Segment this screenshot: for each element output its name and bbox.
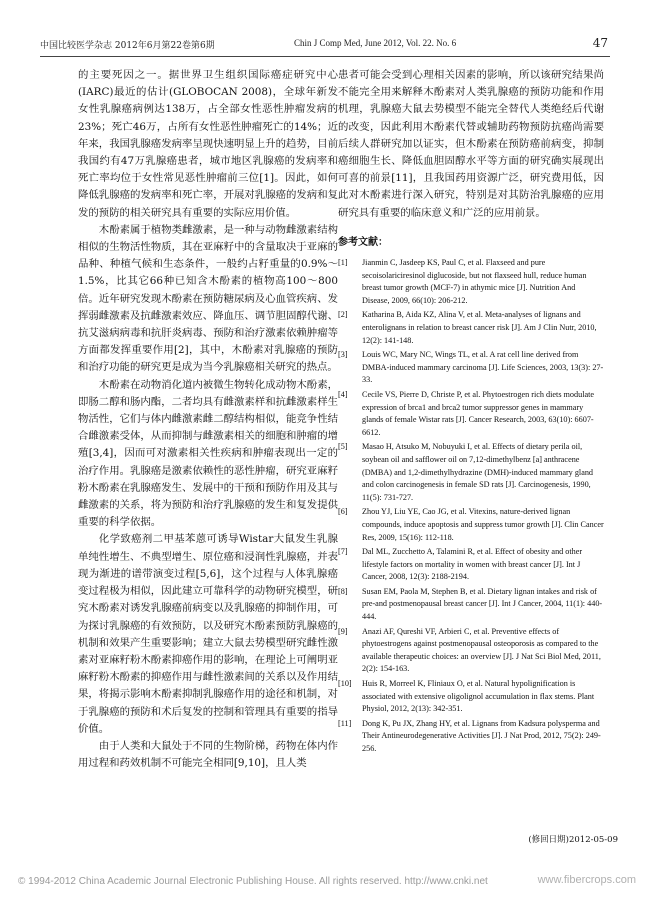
reference-item xyxy=(338,257,604,307)
reference-number: [11] xyxy=(338,718,352,728)
reference-text: Cecile VS, Pierre D, Christe P, et al. Phytoestrogen rich diets modulate expression of brca1 and brca2 tumor suppressor genes in mammary glands of female Wistar rats [J]. Cancer Research, 2003, 63(10): 6607-6612. xyxy=(362,389,595,437)
reference-item xyxy=(338,626,604,676)
reference-item xyxy=(338,309,604,347)
body-paragraph: 木酚素在动物消化道内被微生物转化成动物木酚素，即肠二醇和肠内酯，二者均具有雌激素样和抗雌激素样生物活性，它们与体内雌激素雌二醇结构相似，能竞争性结合雌激素受体，从而抑制与雌激素相关的细胞和肿瘤的增殖[3,4]，因而可对激素相关性疾病和肿瘤表现出一定的治疗作用。乳腺癌是激素依赖性的恶性肿瘤，研究亚麻籽粉木酚素在乳腺癌发生、发展中的干预和预防作用及其与雌激素的关系，将为预防和治疗乳腺癌的发生和复发提供重要的科学依据。 xyxy=(78,378,338,529)
reference-item xyxy=(338,506,604,544)
reference-item xyxy=(338,389,604,439)
reference-text: Jianmin C, Jasdeep KS, Paul C, et al. Flaxseed and pure secoisolariciresinol diglucoside, but not flaxseed hull, reduce human breast tumor growth (MCF-7) in athymic mice [J]. Nutrition And Disease, 2009, 66(10): 206-212. xyxy=(362,258,587,305)
running-header xyxy=(28,36,620,52)
reference-text: Dal ML, Zucchetto A, Talamini R, et al. Effect of obesity and other lifestyle factors on mortality in women with breast cancer [J]. Int J Cancer, 2008, 12(3): 2188-2194. xyxy=(362,547,583,582)
page-number: 47 xyxy=(592,36,608,50)
body-paragraph: 木酚素属于植物类雌激素，是一种与动物雌激素结构相似的生物活性物质，其在亚麻籽中的含量取决于亚麻的品种、种植气候和生态条件，一般约占籽重量的0.9%～1.5%，比其它66种已知含木酚素的植物高100～800倍。近年研究发现木酚素在预防糖尿病及心血管疾病、发挥弱雌激素及抗雌激素效应、降血压、调节胆固醇代谢、抗艾滋病病毒和抗肝炎病毒、预防和治疗激素依赖肿瘤等方面都发挥重要作用[2]，其中，木酚素对乳腺癌的预防和治疗功能的研究更是成为当今乳腺癌相关研究的热点。 xyxy=(78,223,338,374)
reference-text: Louis WC, Mary NC, Wings TL, et al. A rat cell line derived from DMBA-induced mammary carcinoma [J]. Life Sciences, 2003, 13(3): 27-33. xyxy=(362,350,604,385)
reference-number: [1] xyxy=(338,258,348,268)
references-heading: 参考文献： xyxy=(338,236,388,248)
journal-citation: Chin J Comp Med, June 2012, Vol. 22. No. 6 xyxy=(294,38,457,48)
reference-number: [5] xyxy=(338,442,348,452)
journal-name: 中国比较医学杂志 2012年6月第22卷第6期 xyxy=(40,41,215,51)
reference-item xyxy=(338,678,604,716)
reference-text: Masao H, Atsuko M, Nobuyuki I, et al. Effects of dietary perila oil, soybean oil and safflower oil on 7,12-dimethylbenz [a] anthracene (DMBA) and 1,2-dimethylhydrazine (DMH)-induced mammary gland and colon carcinogenesis in female SD rats [J]. Carcinogenesis, 1990, 11(5): 731-727. xyxy=(362,442,594,502)
watermark-text: www.fibercrops.com xyxy=(537,874,636,886)
body-paragraph: 化学致癌剂二甲基苯蒽可诱导Wistar大鼠发生乳腺单纯性增生、不典型增生、原位癌和浸润性乳腺癌，并表现为渐进的谱带演变过程[5,6]，这个过程与人体乳腺癌变过程极为相似，因此建立可靠科学的动物研究模型，研究木酚素对诱发乳腺癌前病变以及乳腺癌的抑制作用，可为探讨乳腺癌的有效预防，以及研究木酚素预防乳腺癌的机制和效果产生重要影响；建立大鼠去势模型研究雌性激素对亚麻籽粉木酚素抑癌作用的影响，在理论上可阐明亚麻籽粉木酚素的抑癌作用与雌性激素间的关系以及作用结果，将揭示影响木酚素抑制乳腺癌作用的途径和机制，对于乳腺癌的预防和术后复发的控制和管理具有重要的指导价值。 xyxy=(78,533,338,735)
reference-number: [8] xyxy=(338,586,348,596)
body-paragraph: 由于人类和大鼠处于不同的生物阶梯，药物在体内作用过程和药效机制不可能完全相同[9,10]，且人类 xyxy=(78,739,338,770)
header-rule xyxy=(40,56,610,57)
revision-date: (修回日期)2012-05-09 xyxy=(528,835,618,845)
reference-item xyxy=(338,546,604,584)
reference-item xyxy=(338,349,604,387)
left-column xyxy=(78,67,338,772)
reference-number: [2] xyxy=(338,310,348,320)
reference-item xyxy=(338,718,604,756)
reference-text: Huis R, Morreel K, Fliniaux O, et al. Natural hypolignification is associated with extensive oligolignol accumulation in flax stems. Plant Physiol, 2012, 2(13): 342-351. xyxy=(362,679,595,714)
reference-list xyxy=(338,257,604,756)
reference-number: [7] xyxy=(338,547,348,557)
reference-item xyxy=(338,586,604,624)
reference-text: Anazi AF, Qureshi VF, Arbieri C, et al. Preventive effects of phytoestrogens against postmenopausal osteoporosis as compared to the available therapeutic choices: an overview [J]. J Nat Sci Biol Med, 2011, 2(2): 154-163. xyxy=(362,626,601,674)
reference-number: [10] xyxy=(338,679,352,689)
reference-number: [3] xyxy=(338,350,348,360)
reference-text: Dong K, Pu JX, Zhang HY, et al. Lignans from Kadsura polysperma and Their Antineurodegenerative Activities [J]. J Nat Prod, 2012, 75(2): 249-256. xyxy=(362,718,601,753)
footer-site-link[interactable]: http://www.cnki.net xyxy=(404,876,488,887)
reference-text: Zhou YJ, Liu YE, Cao JG, et al. Vitexins, nature-derived lignan compounds, induce apoptosis and suppress tumor growth [J]. Clin Cancer Res, 2009, 15(16): 112-118. xyxy=(362,507,604,542)
reference-number: [4] xyxy=(338,389,348,399)
reference-number: [9] xyxy=(338,626,348,636)
reference-text: Susan EM, Paola M, Stephen B, et al. Dietary lignan intakes and risk of pre-and postmenopausal breast cancer [J]. Int J Cancer, 2004, 11(1): 440-444. xyxy=(362,586,603,622)
right-column xyxy=(338,67,604,758)
reference-number: [6] xyxy=(338,507,348,517)
body-paragraph: 患者可能会受到心理相关因素的影响，所以该研究结果尚不能完全用来解释木酚素对人类乳腺癌的预防功能和作用机理，乳腺癌大鼠去势模型不能完全替代人类绝经后代谢的改变，因此利用木酚素代替或辅助药物预防抗癌尚需要后续人群研究加以证实，但木酚素在预防癌前病变，抑制癌细胞生长、降低血胆固醇水平等方面的研究确实展现出可喜的前景[11]，且我国药用资源广泛，研究费用低，因此对木酚素进行深入研究，特别是对其防治乳腺癌的应用研究具有重要的临床意义和广泛的应用前景。 xyxy=(338,69,604,219)
body-paragraph: 的主要死因之一。据世界卫生组织国际癌症研究中心(IARC)最近的估计(GLOBOCAN 2008)，全球年新发女性乳腺癌病例达138万，占全部女性恶性肿瘤发病的23%；死亡46万，占所有女性恶性肿瘤死亡的14%；近年来，我国乳腺癌发病率呈现快速明显上升的趋势，目前我国约有47万乳腺癌患者，城市地区乳腺癌的发病率和死亡率均位于女性常见恶性肿瘤前三位[1]。因此，如何降低乳腺癌的发病率和死亡率，开展对乳腺癌的发病和复发的预防的相关研究具有重要的实际应用价值。 xyxy=(78,69,338,219)
reference-item xyxy=(338,441,604,504)
reference-text: Katharina B, Aida KZ, Alina V, et al. Meta-analyses of lignans and enterolignans in relation to breast cancer risk [J]. Am J Clin Nutr, 2010, 12(2): 141-148. xyxy=(362,310,597,345)
copyright-text: © 1994-2012 China Academic Journal Electronic Publishing House. All rights reserved. xyxy=(18,876,402,887)
